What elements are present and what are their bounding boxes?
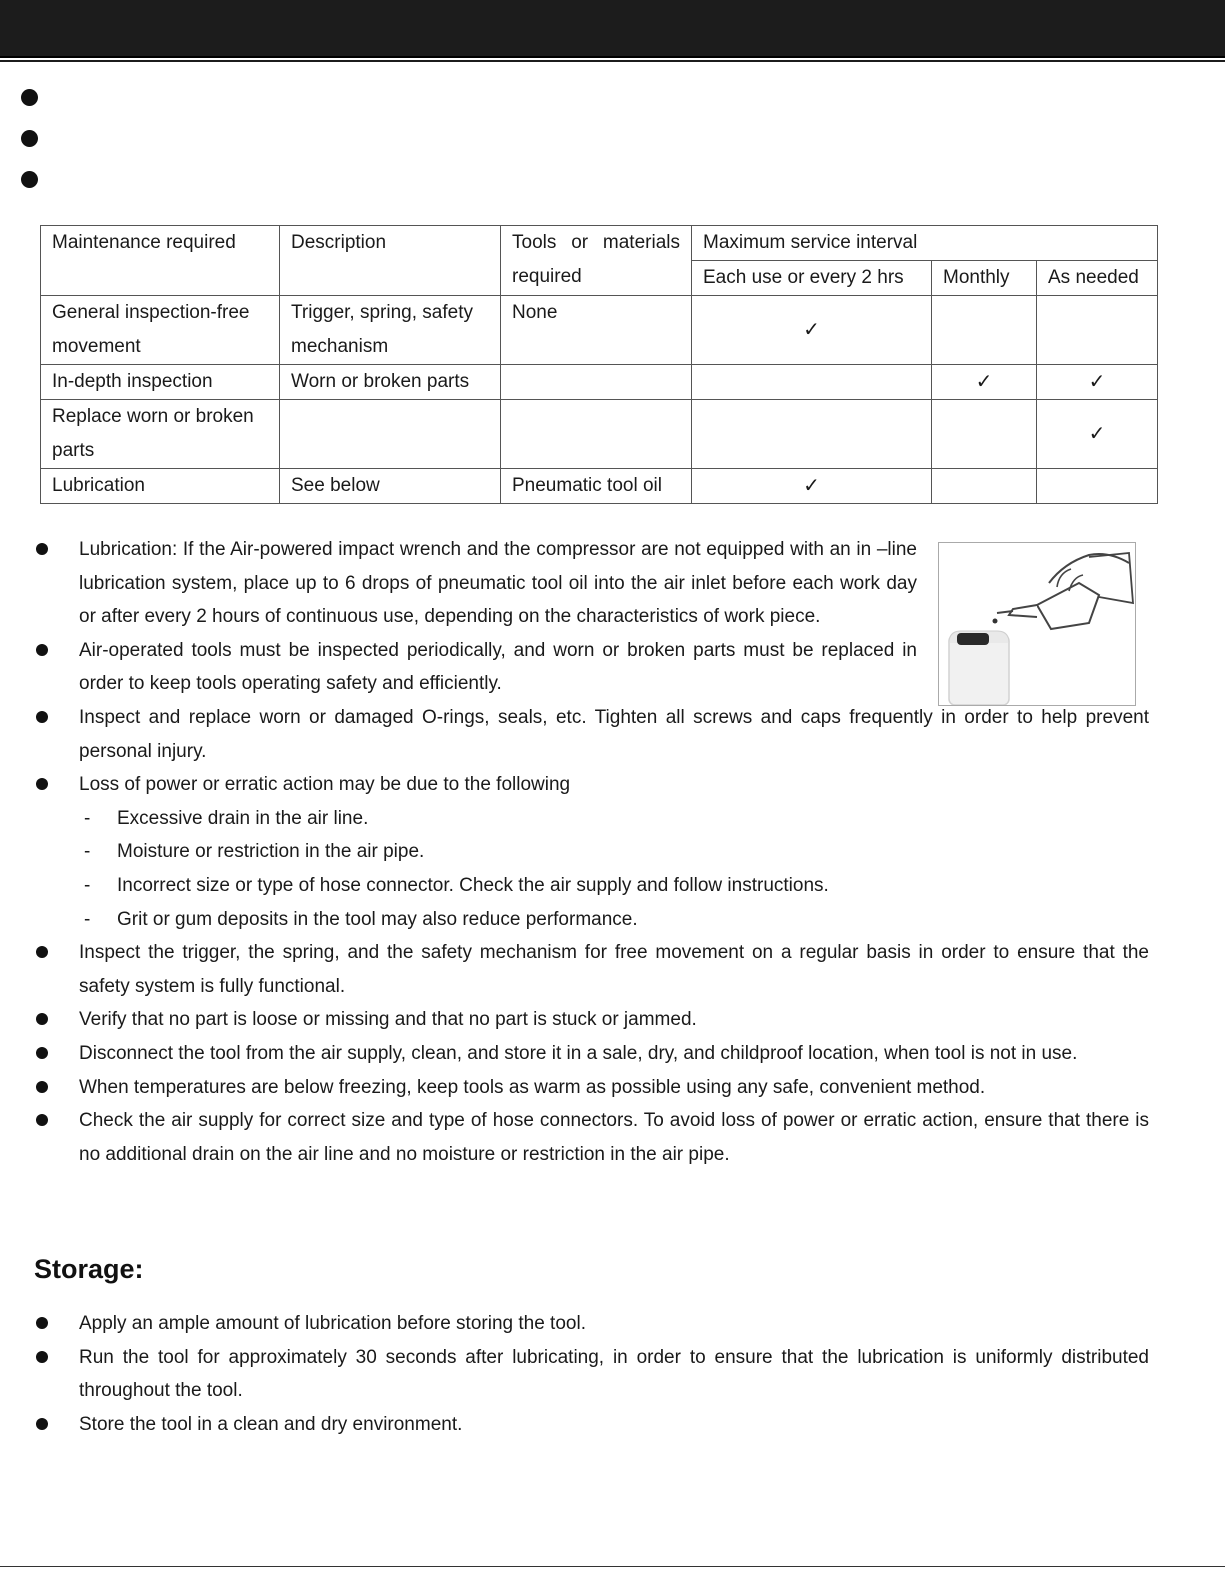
check-each-use (692, 400, 932, 469)
header-as-needed: As needed (1037, 261, 1158, 296)
check-each-use: ✓ (692, 469, 932, 504)
list-item (0, 701, 1159, 768)
check-as-needed: ✓ (1037, 365, 1158, 400)
header-service-interval: Maximum service interval (692, 226, 1158, 261)
bullet-icon (36, 778, 48, 790)
header-tools (501, 226, 692, 296)
list-item (0, 1104, 1159, 1171)
bullet-icon (21, 130, 38, 147)
list-item (0, 1307, 1159, 1341)
cell-maintenance: Replace worn or broken parts (41, 400, 280, 469)
dash-marker: - (84, 874, 91, 896)
check-monthly (932, 469, 1037, 504)
list-item (0, 1071, 1159, 1105)
cell-tools: None (501, 296, 692, 365)
sub-list-item-text: Moisture or restriction in the air pipe. (117, 841, 425, 863)
list-item-text: Apply an ample amount of lubrication before storing the tool. (79, 1313, 586, 1334)
maintenance-table (40, 225, 1158, 504)
bullet-icon (36, 1047, 48, 1059)
cell-description: See below (280, 469, 501, 504)
dash-marker: - (84, 908, 91, 930)
cell-description: Worn or broken parts (280, 365, 501, 400)
bullet-icon (36, 1418, 48, 1430)
sub-list-item-text: Grit or gum deposits in the tool may also reduce performance. (117, 908, 638, 930)
check-each-use: ✓ (692, 296, 932, 365)
list-item (0, 1003, 1159, 1037)
table-row (41, 469, 1158, 504)
bullet-icon (36, 946, 48, 958)
check-monthly (932, 296, 1037, 365)
sub-list-item-text: Incorrect size or type of hose connector. Check the air supply and follow instructions. (117, 874, 829, 896)
bullet-icon (36, 543, 48, 555)
bullet-icon (21, 89, 38, 106)
dash-marker: - (84, 841, 91, 863)
table-row (41, 365, 1158, 400)
table-row (41, 400, 1158, 469)
bullet-icon (36, 1351, 48, 1363)
header-bar (0, 0, 1225, 58)
check-as-needed (1037, 296, 1158, 365)
cell-description: Trigger, spring, safety mechanism (280, 296, 501, 365)
check-monthly (932, 400, 1037, 469)
list-item-text: Lubrication: If the Air-powered impact wrench and the compressor are not equipped with an in –line lubrication system, place up to 6 drops of pneumatic tool oil into the air inlet before each work day or after every 2 hours of continuous use, depending on the characteristics of work piece. (79, 539, 917, 628)
list-item (0, 634, 927, 701)
header-tools-line2: required (512, 266, 582, 287)
list-item-text: Loss of power or erratic action may be due to the following (79, 774, 571, 796)
bullet-icon (36, 1114, 48, 1126)
list-item (0, 1341, 1159, 1408)
bullet-icon (36, 711, 48, 723)
cell-tools: Pneumatic tool oil (501, 469, 692, 504)
list-item-text: When temperatures are below freezing, keep tools as warm as possible using any safe, convenient method. (79, 1076, 986, 1098)
storage-heading: Storage: (34, 1254, 144, 1284)
list-item (0, 533, 927, 634)
header-tools-line1: Tools or materials (512, 232, 680, 253)
list-item-text: Disconnect the tool from the air supply, clean, and store it in a sale, dry, and childproof location, when tool is not in use. (79, 1042, 1078, 1064)
dash-marker: - (84, 807, 91, 829)
list-item (0, 1408, 1159, 1442)
sub-list-item (0, 802, 1225, 836)
cell-tools (501, 365, 692, 400)
sub-list-item (0, 835, 1225, 869)
header-each-use: Each use or every 2 hrs (692, 261, 932, 296)
list-item (0, 1037, 1159, 1071)
list-item-text: Inspect and replace worn or damaged O-rings, seals, etc. Tighten all screws and caps frequently in order to help prevent personal injury. (79, 706, 1149, 762)
cell-maintenance: Lubrication (41, 469, 280, 504)
sub-list-item (0, 903, 1225, 937)
check-each-use (692, 365, 932, 400)
list-item-text: Check the air supply for correct size and type of hose connectors. To avoid loss of power or erratic action, ensure that there is no additional drain on the air line and no moisture or restriction in the air pipe. (79, 1110, 1149, 1165)
sub-list-item-text: Excessive drain in the air line. (117, 807, 369, 829)
maintenance-list (0, 533, 1225, 1171)
list-item (0, 936, 1159, 1003)
list-item (0, 768, 1159, 802)
bullet-icon (36, 1013, 48, 1025)
list-item-text: Inspect the trigger, the spring, and the safety mechanism for free movement on a regular basis in order to ensure that the safety system is fully functional. (79, 942, 1149, 997)
header-maintenance-required: Maintenance required (41, 226, 280, 296)
bullet-icon (36, 644, 48, 656)
bullet-icon (21, 171, 38, 188)
bullet-icon (36, 1081, 48, 1093)
bullet-icon (36, 1317, 48, 1329)
header-rule (0, 60, 1225, 62)
storage-list (0, 1307, 1225, 1441)
cell-description (280, 400, 501, 469)
check-monthly: ✓ (932, 365, 1037, 400)
header-monthly: Monthly (932, 261, 1037, 296)
cell-tools (501, 400, 692, 469)
check-as-needed: ✓ (1037, 400, 1158, 469)
header-description: Description (280, 226, 501, 296)
list-item-text: Run the tool for approximately 30 seconds after lubricating, in order to ensure that the lubrication is uniformly distributed throughout the tool. (79, 1346, 1149, 1402)
cell-maintenance: General inspection-free movement (41, 296, 280, 365)
list-item-text: Store the tool in a clean and dry environment. (79, 1413, 463, 1435)
cell-maintenance: In-depth inspection (41, 365, 280, 400)
list-item-text: Verify that no part is loose or missing and that no part is stuck or jammed. (79, 1009, 697, 1031)
list-item-text: Air-operated tools must be inspected periodically, and worn or broken parts must be replaced in order to keep tools operating safety and efficiently. (79, 639, 917, 695)
check-as-needed (1037, 469, 1158, 504)
table-row (41, 296, 1158, 365)
footer-rule (0, 1566, 1225, 1567)
sub-list-item (0, 869, 1225, 903)
